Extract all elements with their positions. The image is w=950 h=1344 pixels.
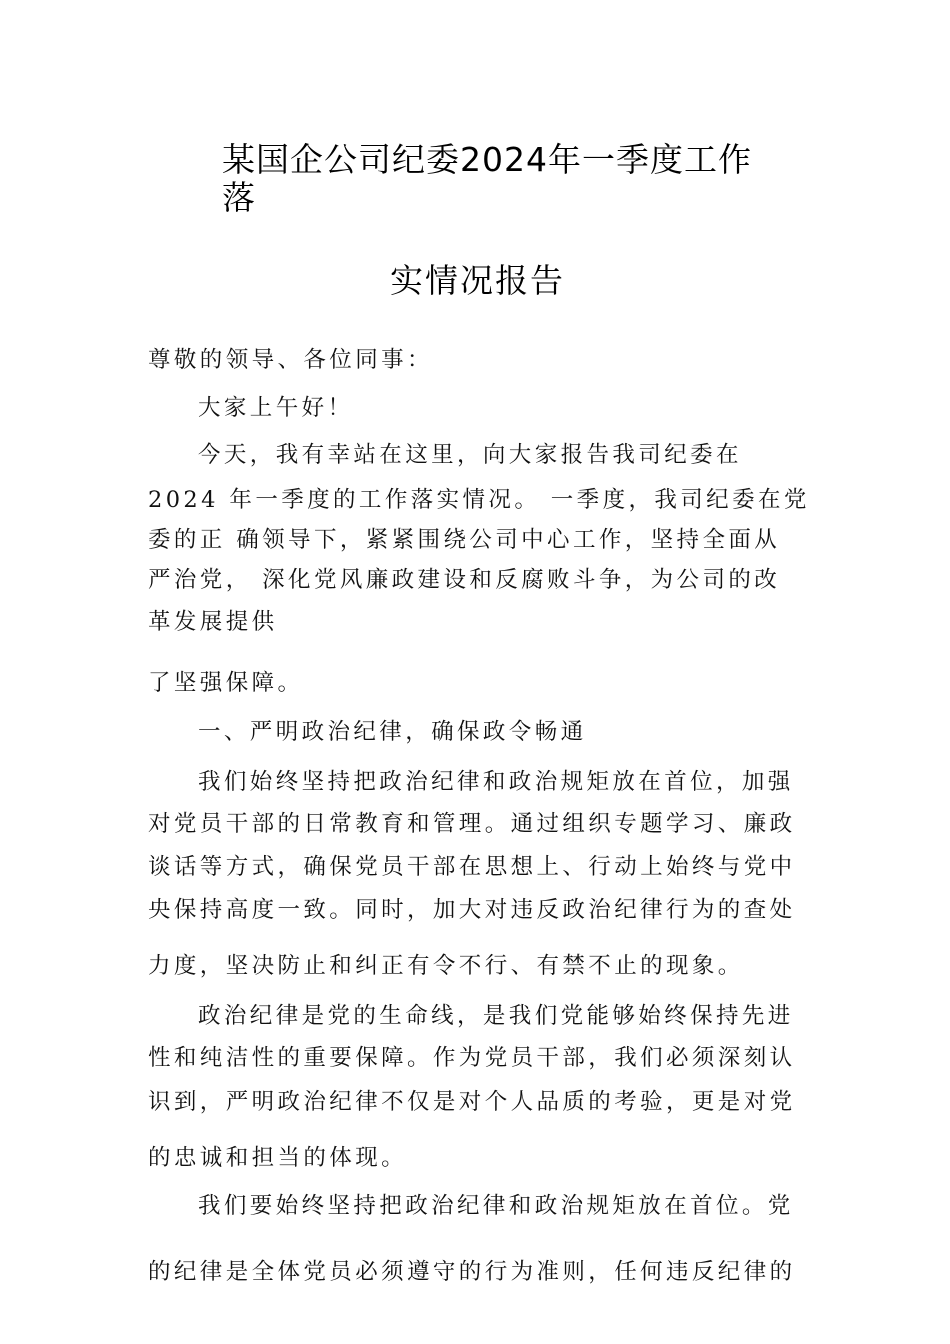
paragraph-line: 央保持高度一致。同时，加大对违反政治纪律行为的查处 [148, 897, 796, 923]
paragraph-line: 了坚强保障。 [148, 670, 304, 696]
paragraph-line: 对党员干部的日常教育和管理。通过组织专题学习、廉政 [148, 811, 796, 837]
paragraph-line: 力度，坚决防止和纠正有令不行、有禁不止的现象。 [148, 953, 744, 979]
paragraph-line: 2024 年一季度的工作落实情况。 一季度，我司纪委在党 [148, 487, 810, 513]
document-title-line-3: 实情况报告 [390, 261, 565, 300]
salutation: 尊敬的领导、各位同事： [148, 347, 433, 373]
section-heading: 一、严明政治纪律，确保政令畅通 [198, 719, 587, 745]
paragraph-line: 谈话等方式，确保党员干部在思想上、行动上始终与党中 [148, 854, 796, 880]
paragraph-line: 识到，严明政治纪律不仅是对个人品质的考验，更是对党 [148, 1089, 796, 1115]
paragraph-line: 委的正 确领导下，紧紧围绕公司中心工作，坚持全面从 [148, 527, 781, 553]
paragraph-line: 我们要始终坚持把政治纪律和政治规矩放在首位。党 [198, 1193, 794, 1219]
paragraph-line: 今天，我有幸站在这里，向大家报告我司纪委在 [198, 442, 742, 468]
paragraph-line: 性和纯洁性的重要保障。作为党员干部，我们必须深刻认 [148, 1045, 796, 1071]
paragraph-line: 的忠诚和担当的体现。 [148, 1145, 408, 1171]
document-title-line-2: 落 [222, 178, 256, 217]
greeting: 大家上午好！ [198, 395, 354, 421]
paragraph-line: 严治党， 深化党风廉政建设和反腐败斗争，为公司的改 [148, 567, 781, 593]
paragraph-line: 革发展提供 [148, 609, 278, 635]
document-title-line-1: 某国企公司纪委2024年一季度工作 [222, 140, 752, 179]
paragraph-line: 的纪律是全体党员必须遵守的行为准则，任何违反纪律的 [148, 1259, 796, 1285]
paragraph-line: 我们始终坚持把政治纪律和政治规矩放在首位，加强 [198, 769, 794, 795]
paragraph-line: 政治纪律是党的生命线，是我们党能够始终保持先进 [198, 1003, 794, 1029]
